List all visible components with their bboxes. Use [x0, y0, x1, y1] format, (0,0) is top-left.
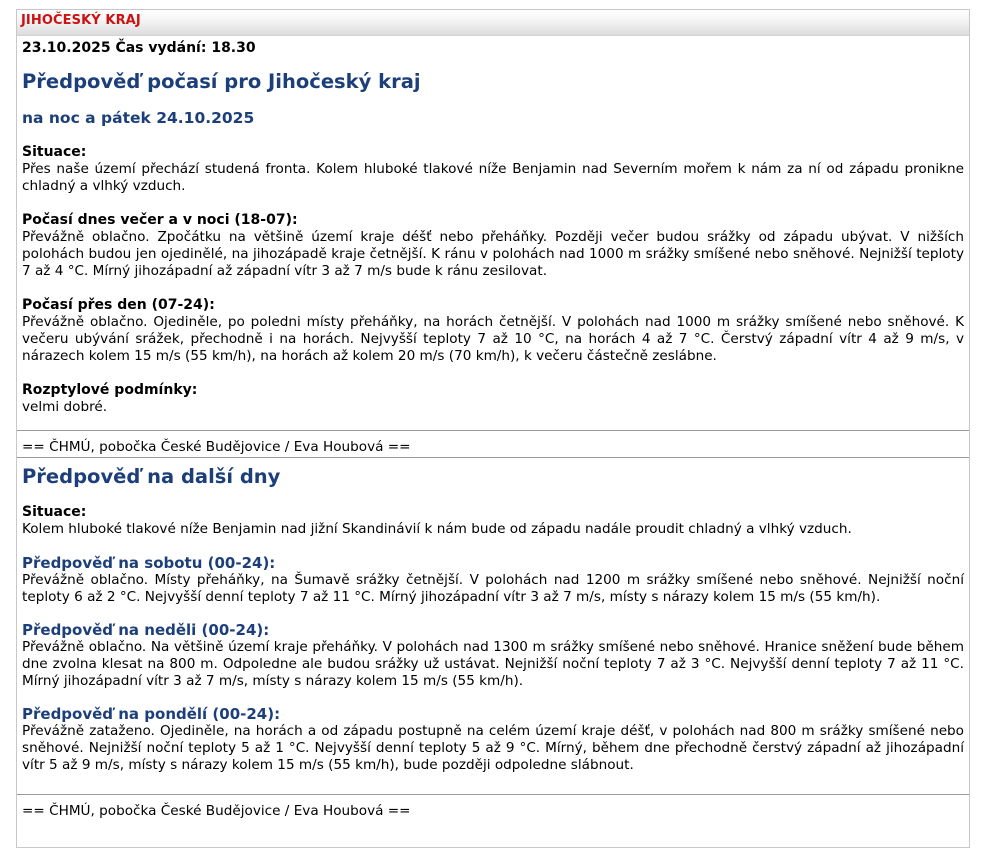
outlook-content [17, 465, 969, 774]
daytime-text: Převážně oblačno. Ojediněle, po poledni místy přeháňky, na horách četnější. V polohách nad 1000 m srážky smíšené nebo sněhové. K večeru ubývání srážek, přechodně i na horách. Nejvyšší teploty 7 až 10 °C, na horách 4 až 7 °C. Čerstvý západní vítr 4 až 9 m/s, v nárazech kolem 15 m/s (55 km/h), na horách až kolem 20 m/s (70 km/h), k večeru částečně zeslábne. [22, 314, 964, 364]
signature: == ČHMÚ, pobočka České Budějovice / Eva Houbová == [22, 439, 411, 455]
monday-block [22, 705, 964, 774]
region-header: JIHOČESKÝ KRAJ [17, 10, 969, 36]
signature: == ČHMÚ, pobočka České Budějovice / Eva Houbová == [22, 803, 411, 819]
monday-label: Předpověď na pondělí (00-24): [22, 705, 281, 723]
daytime-label: Počasí přes den (07-24): [22, 297, 215, 313]
situation-text: Přes naše území přechází studená fronta. Kolem hluboké tlakové níže Benjamin nad Severním mořem k nám za ní od západu pronikne chladný a vlhký vzduch. [22, 161, 964, 194]
tonight-label: Počasí dnes večer a v noci (18-07): [22, 212, 298, 228]
tonight-block [22, 212, 964, 280]
daytime-block [22, 297, 964, 365]
dispersion-block [22, 382, 964, 416]
outlook-title: Předpověď na další dny [22, 465, 281, 488]
outlook-situation-text: Kolem hluboké tlakové níže Benjamin nad jižní Skandinávií k nám bude od západu nadále proudit chladný a vlhký vzduch. [22, 521, 852, 537]
situation-block [22, 144, 964, 195]
saturday-block [22, 554, 964, 606]
forecast-content [17, 39, 969, 416]
forecast-subtitle: na noc a pátek 24.10.2025 [22, 109, 255, 127]
sunday-label: Předpověď na neděli (00-24): [22, 621, 270, 639]
divider [17, 457, 969, 458]
outlook-situation-label: Situace: [22, 504, 87, 520]
monday-text: Převážně zataženo. Ojediněle, na horách a od západu postupně na celém území kraje déšť, v polohách nad 800 m srážky smíšené nebo sněhové. Nejnižší noční teploty 5 až 1 °C. Nejvyšší denní teploty 5 až 9 °C. Mírný, během dne přechodně čerstvý západní až jihozápadní vítr 5 až 9 m/s, místy s nárazy kolem 15 m/s (55 km/h), bude později odpoledne slábnout. [22, 723, 964, 773]
tonight-text: Převážně oblačno. Zpočátku na většině území kraje déšť nebo přeháňky. Později večer budou srážky od západu ubývat. V nižších polohách budou jen ojedinělé, na jihozápadě kraje četnější. K ránu v polohách nad 1000 m srážky smíšené nebo sněhové. Nejnižší teploty 7 až 4 °C. Mírný jihozápadní až západní vítr 3 až 7 m/s bude k ránu zesilovat. [22, 229, 964, 279]
saturday-text: Převážně oblačno. Místy přeháňky, na Šumavě srážky četnější. V polohách nad 1200 m srážky smíšené nebo sněhové. Nejnižší noční teploty 6 až 2 °C. Nejvyšší denní teploty 7 až 11 °C. Mírný jihozápadní vítr 3 až 7 m/s, místy s nárazy kolem 15 m/s (55 km/h). [22, 572, 964, 605]
forecast-title: Předpověď počasí pro Jihočeský kraj [22, 70, 421, 93]
dispersion-label: Rozptylové podmínky: [22, 382, 198, 398]
issue-date: 23.10.2025 Čas vydání: 18.30 [22, 40, 256, 56]
dispersion-text: velmi dobré. [22, 399, 108, 415]
forecast-panel [16, 9, 970, 848]
sunday-text: Převážně oblačno. Na většině území kraje přeháňky. V polohách nad 1300 m srážky smíšené nebo sněhové. Hranice sněžení bude během dne zvolna klesat na 800 m. Odpoledne ale budou srážky už ustávat. Nejnižší noční teploty 7 až 3 °C. Nejvyšší denní teploty 7 až 11 °C. Mírný jihozápadní vítr 3 až 7 m/s, místy s nárazy kolem 15 m/s (55 km/h). [22, 639, 964, 689]
saturday-label: Předpověď na sobotu (00-24): [22, 554, 276, 572]
sunday-block [22, 621, 964, 690]
outlook-situation-block [22, 504, 964, 538]
situation-label: Situace: [22, 144, 87, 160]
